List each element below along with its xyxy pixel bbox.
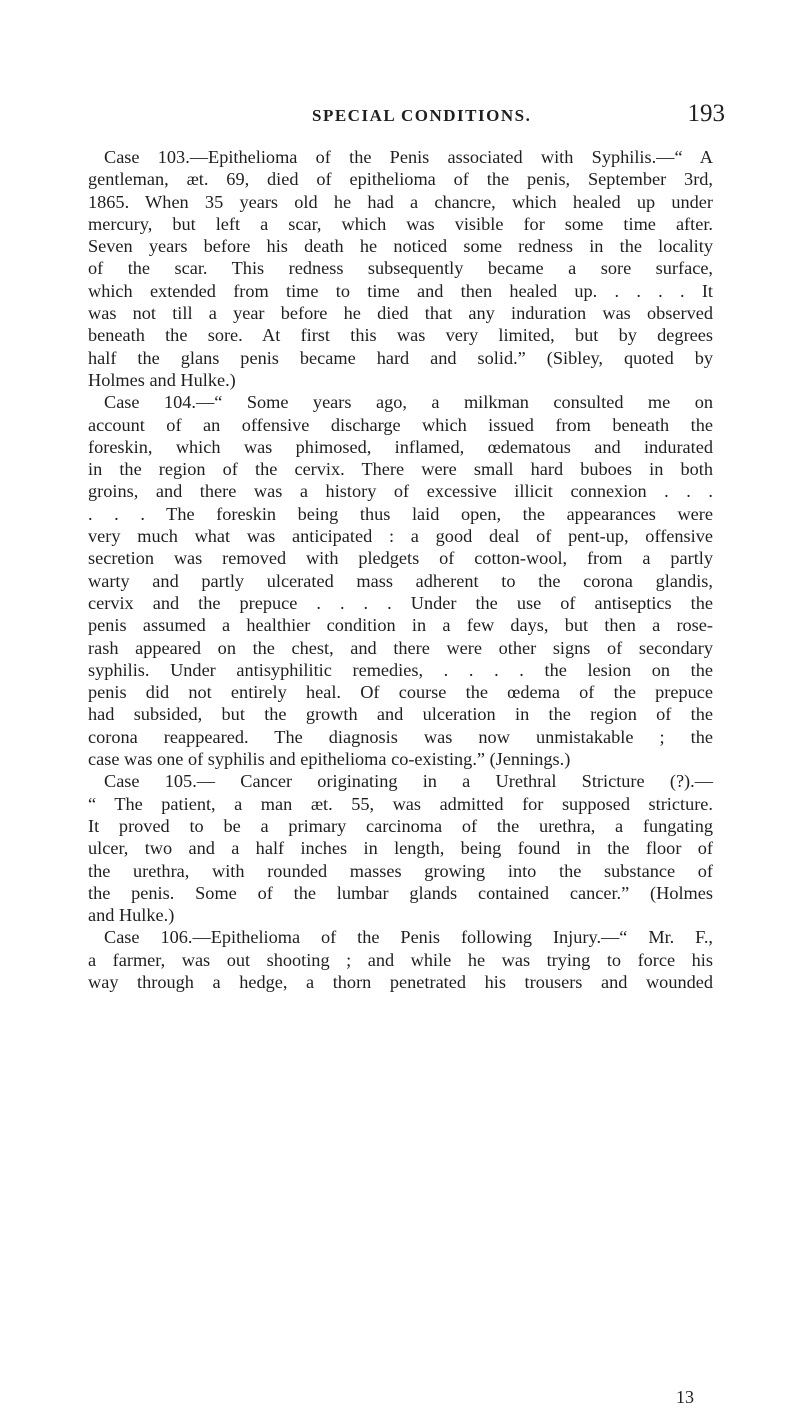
text-line: account of an offensive discharge which issued from beneath the bbox=[88, 414, 713, 435]
text-line: in the region of the cervix. There were small hard buboes in both bbox=[88, 459, 713, 480]
text-line: syphilis. Under antisyphilitic remedies, . . . . the lesion on the bbox=[88, 659, 713, 680]
text-line: penis assumed a healthier condition in a few days, but then a rose- bbox=[88, 615, 713, 636]
text-line: mercury, but left a scar, which was visible for some time after. bbox=[88, 213, 713, 234]
text-line: which extended from time to time and then healed up. . . . . It bbox=[88, 280, 713, 301]
text-line: was not till a year before he died that any induration was observed bbox=[88, 303, 713, 324]
text-line: case was one of syphilis and epithelioma co-existing.” (Jennings.) bbox=[88, 749, 571, 770]
text-line: had subsided, but the growth and ulceration in the region of the bbox=[88, 704, 713, 725]
text-line: beneath the sore. At first this was very limited, but by degrees bbox=[88, 325, 713, 346]
text-line: Case 105.— Cancer originating in a Urethral Stricture (?).— bbox=[104, 771, 713, 792]
text-line: gentleman, æt. 69, died of epithelioma of the penis, September 3rd, bbox=[88, 169, 713, 190]
text-line: a farmer, was out shooting ; and while he was trying to force his bbox=[88, 949, 713, 970]
text-line: Case 106.—Epithelioma of the Penis following Injury.—“ Mr. F., bbox=[104, 927, 713, 948]
text-line: Case 103.—Epithelioma of the Penis associated with Syphilis.—“ A bbox=[104, 147, 713, 167]
text-line: warty and partly ulcerated mass adherent to the corona glandis, bbox=[88, 570, 713, 591]
page-number: 193 bbox=[687, 100, 725, 127]
text-line: of the scar. This redness subsequently became a sore surface, bbox=[88, 258, 713, 279]
text-line: 1865. When 35 years old he had a chancre, which healed up under bbox=[88, 191, 713, 212]
text-line: . . . The foreskin being thus laid open, the appearances were bbox=[88, 503, 713, 524]
text-line: very much what was anticipated : a good deal of pent-up, offensive bbox=[88, 526, 713, 547]
text-line: half the glans penis became hard and solid.” (Sibley, quoted by bbox=[88, 347, 713, 368]
body-text bbox=[88, 146, 713, 993]
text-line: penis did not entirely heal. Of course the œdema of the prepuce bbox=[88, 682, 713, 703]
running-title: SPECIAL CONDITIONS. bbox=[312, 106, 532, 125]
text-line: cervix and the prepuce . . . . Under the use of antiseptics the bbox=[88, 592, 713, 613]
text-line: and Hulke.) bbox=[88, 905, 175, 926]
text-line: way through a hedge, a thorn penetrated his trousers and wounded bbox=[88, 971, 713, 992]
signature-mark: 13 bbox=[676, 1387, 694, 1407]
text-line: the urethra, with rounded masses growing into the substance of bbox=[88, 860, 713, 881]
text-line: groins, and there was a history of excessive illicit connexion . . . bbox=[88, 481, 713, 502]
text-line: corona reappeared. The diagnosis was now unmistakable ; the bbox=[88, 726, 713, 747]
text-line: secretion was removed with pledgets of cotton-wool, from a partly bbox=[88, 548, 713, 569]
text-line: Case 104.—“ Some years ago, a milkman consulted me on bbox=[104, 392, 713, 413]
text-line: It proved to be a primary carcinoma of the urethra, a fungating bbox=[88, 815, 713, 836]
text-line: foreskin, which was phimosed, inflamed, œdematous and indurated bbox=[88, 436, 713, 457]
text-line: the penis. Some of the lumbar glands contained cancer.” (Holmes bbox=[88, 882, 713, 903]
text-line: Holmes and Hulke.) bbox=[88, 369, 236, 390]
running-head bbox=[0, 100, 800, 132]
text-line: Seven years before his death he noticed some redness in the locality bbox=[88, 236, 713, 257]
text-line: “ The patient, a man æt. 55, was admitted for supposed stricture. bbox=[88, 793, 713, 814]
text-line: ulcer, two and a half inches in length, being found in the floor of bbox=[88, 838, 713, 859]
text-line: rash appeared on the chest, and there were other signs of secondary bbox=[88, 637, 713, 658]
